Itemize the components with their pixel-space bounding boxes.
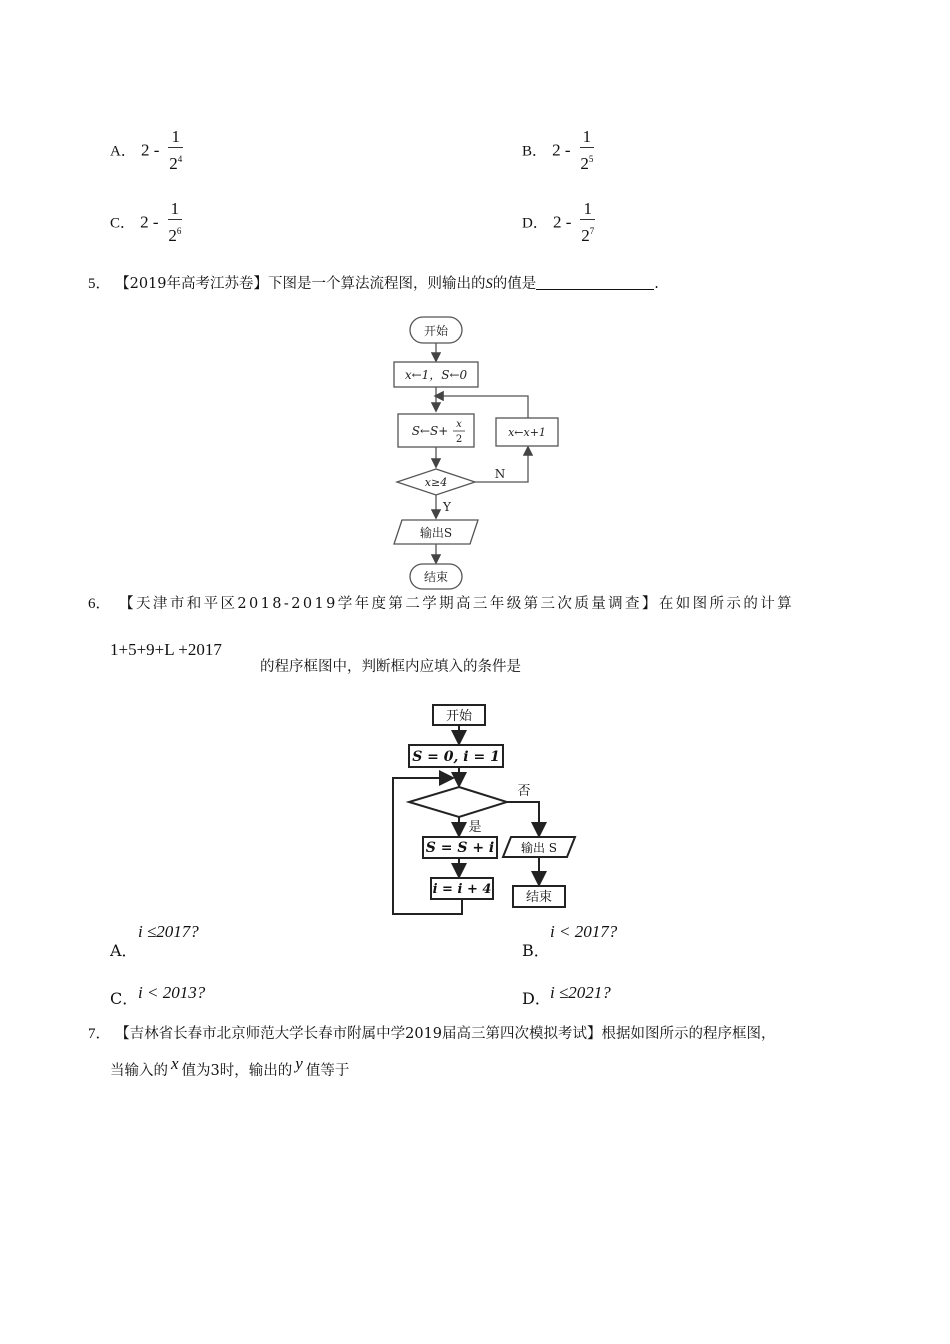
fraction-base: 2 <box>580 154 589 173</box>
question-source: 【天津市和平区2018-2019学年度第二学期高三年级第三次质量调查】 <box>119 596 659 612</box>
option-fraction <box>168 200 183 246</box>
answer-blank <box>536 275 654 290</box>
flow-end-label: 结束 <box>525 890 553 905</box>
flow-init-label: x←1，S←0 <box>404 368 468 382</box>
q4-option-a <box>110 128 183 174</box>
question-text-after: 的值是 <box>492 276 537 292</box>
q7-stem-continued <box>110 1054 350 1081</box>
flow-assign-label: S = S + i <box>425 840 495 856</box>
fraction-exponent: 7 <box>589 226 595 236</box>
option-base: 2 - <box>552 140 571 160</box>
q6-option-c-label: C． <box>110 989 139 1008</box>
fraction-exponent: 6 <box>176 226 182 236</box>
option-label: D． <box>522 215 548 232</box>
q4-option-b <box>522 128 594 174</box>
question-text: 根据如图所示的程序框图， <box>601 1026 776 1042</box>
fraction-base: 2 <box>581 226 590 245</box>
fraction-exponent: 5 <box>588 154 594 164</box>
option-base: 2 - <box>140 140 160 160</box>
variable-x: x <box>171 1054 179 1073</box>
variable-y: y <box>295 1054 303 1073</box>
question-text: 值为3时，输出的 <box>181 1063 293 1079</box>
option-label: C． <box>110 215 136 232</box>
flow-condition-diamond <box>409 787 507 817</box>
question-source: 【吉林省长春市北京师范大学长春市附属中学2019届高三第四次模拟考试】 <box>115 1026 602 1042</box>
option-base: 2 - <box>140 212 159 232</box>
flow-start-label: 开始 <box>445 709 473 724</box>
fraction-exponent: 4 <box>177 154 183 164</box>
q6-option-d-text: i ≤2021? <box>550 983 611 1002</box>
q6-flowchart <box>385 700 585 922</box>
flow-condition-label: x≥4 <box>424 476 448 489</box>
q6-option-a-label: A． <box>110 941 138 960</box>
flow-output-label: 输出 S <box>520 841 558 855</box>
flow-init-label: S = 0, i = 1 <box>412 749 500 765</box>
fraction-base: 2 <box>168 226 177 245</box>
flow-increment-label: i = i + 4 <box>432 882 492 897</box>
question-text: 当输入的 <box>110 1063 168 1079</box>
flow-end-label: 结束 <box>423 570 449 584</box>
fraction-numerator: 1 <box>168 128 183 148</box>
question-end: . <box>654 276 659 292</box>
flow-no-label: N <box>494 467 506 481</box>
flow-assign-denominator: 2 <box>455 434 463 445</box>
option-fraction <box>580 128 595 174</box>
flow-output-label: 输出S <box>419 526 453 540</box>
q6-expression: 1+5+9+L +2017 <box>110 640 222 659</box>
q4-option-d <box>522 200 595 246</box>
question-number: 5． <box>88 276 111 292</box>
option-base: 2 - <box>552 212 572 232</box>
option-fraction <box>580 200 595 246</box>
q5-stem <box>88 274 888 294</box>
question-number: 7． <box>88 1026 111 1042</box>
flow-assign-numerator: x <box>456 419 462 430</box>
fraction-base: 2 <box>169 154 178 173</box>
question-text: 值等于 <box>305 1063 350 1079</box>
fraction-numerator: 1 <box>168 200 183 220</box>
flow-assign-label: S←S+ <box>411 424 449 438</box>
q6-option-d-label: D． <box>522 989 551 1008</box>
option-label: A． <box>110 143 136 160</box>
option-fraction <box>168 128 183 174</box>
q4-option-c <box>110 200 182 246</box>
q6-stem <box>88 594 868 614</box>
flow-yes-label: 是 <box>468 820 482 835</box>
question-text: 下图是一个算法流程图，则输出的 <box>268 276 486 292</box>
question-text: 在如图所示的计算 <box>658 596 795 612</box>
fraction-numerator: 1 <box>580 200 595 220</box>
flow-no-label: 否 <box>517 784 531 799</box>
q6-option-b-label: B． <box>522 941 550 960</box>
q6-stem-continued: 的程序框图中，判断框内应填入的条件是 <box>260 659 521 675</box>
q6-option-b-text: i < 2017? <box>550 922 618 941</box>
question-number: 6． <box>88 596 111 612</box>
q7-stem <box>88 1024 888 1044</box>
flow-yes-label: Y <box>443 500 451 514</box>
flow-increment-label: x←x+1 <box>508 426 546 439</box>
question-source: 【2019年高考江苏卷】 <box>115 276 269 292</box>
question-variable: S <box>485 276 493 292</box>
fraction-numerator: 1 <box>580 128 595 148</box>
option-label: B． <box>522 143 548 160</box>
q6-option-a-text: i ≤2017? <box>138 922 199 941</box>
flow-start-label: 开始 <box>423 324 449 338</box>
q6-option-c-text: i < 2013? <box>138 983 206 1002</box>
q5-flowchart <box>380 312 560 592</box>
